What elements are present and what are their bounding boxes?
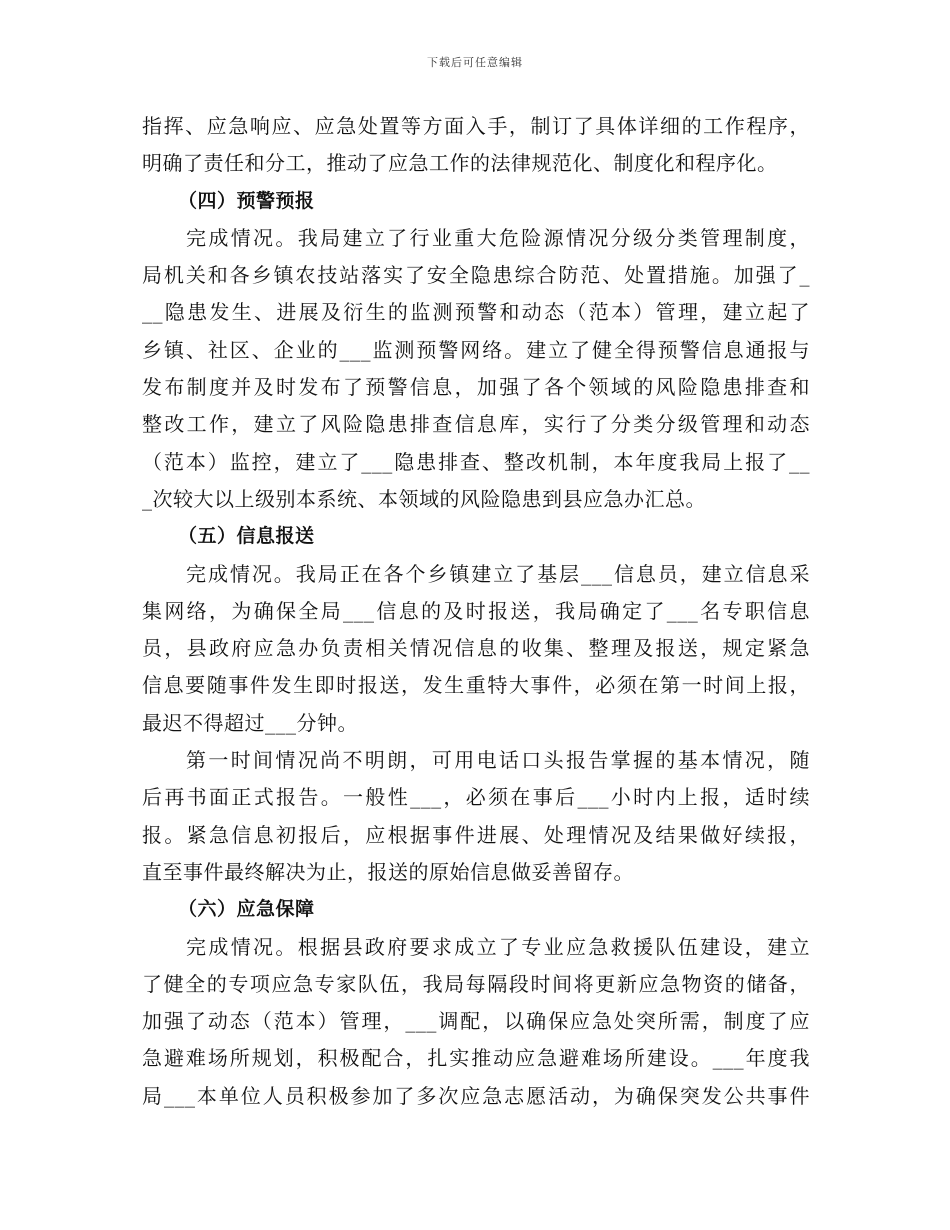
paragraph-first-line: 完成情况。我局建立了行业重大危险源情况分级分类管理制度， [186, 225, 810, 250]
text-line: 指挥、应急响应、应急处置等方面入手，制订了具体详细的工作程序， [142, 114, 810, 138]
text-line: 明确了责任和分工，推动了应急工作的法律规范化、制度化和程序化。 [142, 151, 778, 176]
text-line: 乡镇、社区、企业的___监测预警网络。建立了健全得预警信息通报与 [142, 337, 810, 362]
section-heading: （四）预警预报 [178, 189, 315, 212]
text-line: 加强了动态（范本）管理，___调配，以确保应急处突所需，制度了应 [142, 1009, 810, 1034]
text-line: 发布制度并及时发布了预警信息，加强了各个领域的风险隐患排查和 [142, 375, 810, 400]
page-header-note: 下载后可任意编辑 [427, 56, 523, 69]
text-line: __隐患发生、进展及衍生的监测预警和动态（范本）管理，建立起了 [142, 300, 810, 325]
text-line: （范本）监控，建立了___隐患排查、整改机制，本年度我局上报了__ [142, 449, 810, 474]
paragraph-first-line: 完成情况。我局正在各个乡镇建立了基层___信息员，建立信息采 [186, 561, 810, 586]
text-line: 最迟不得超过___分钟。 [142, 710, 358, 735]
text-line: 局机关和各乡镇农技站落实了安全隐患综合防范、处置措施。加强了_ [142, 263, 810, 288]
text-line: 员，县政府应急办负责相关情况信息的收集、整理及报送，规定紧急 [142, 636, 810, 661]
text-line: _次较大以上级别本系统、本领域的风险隐患到县应急办汇总。 [142, 486, 706, 511]
text-line: 报。紧急信息初报后，应根据事件进展、处理情况及结果做好续报， [142, 822, 810, 847]
section-heading: （六）应急保障 [178, 898, 315, 921]
paragraph-first-line: 第一时间情况尚不明朗，可用电话口头报告掌握的基本情况，随 [186, 748, 810, 773]
text-line: 信息要随事件发生即时报送，发生重特大事件，必须在第一时间上报， [142, 673, 810, 698]
text-line: 急避难场所规划，积极配合，扎实推动应急避难场所建设。___年度我 [142, 1046, 810, 1071]
text-line: 了健全的专项应急专家队伍，我局每隔段时间将更新应急物资的储备， [142, 971, 810, 996]
text-line: 整改工作，建立了风险隐患排查信息库，实行了分类分级管理和动态 [142, 412, 810, 437]
text-line: 局___本单位人员积极参加了多次应急志愿活动，为确保突发公共事件 [142, 1083, 810, 1108]
document-body [142, 108, 810, 1115]
text-line: 直至事件最终解决为止，报送的原始信息做妥善留存。 [142, 859, 634, 884]
paragraph-first-line: 完成情况。根据县政府要求成立了专业应急救援队伍建设，建立 [186, 934, 810, 959]
text-line: 后再书面正式报告。一般性___，必须在事后___小时内上报，适时续 [142, 785, 810, 810]
section-heading: （五）信息报送 [178, 525, 315, 548]
text-line: 集网络，为确保全局___信息的及时报送，我局确定了___名专职信息 [142, 598, 810, 623]
